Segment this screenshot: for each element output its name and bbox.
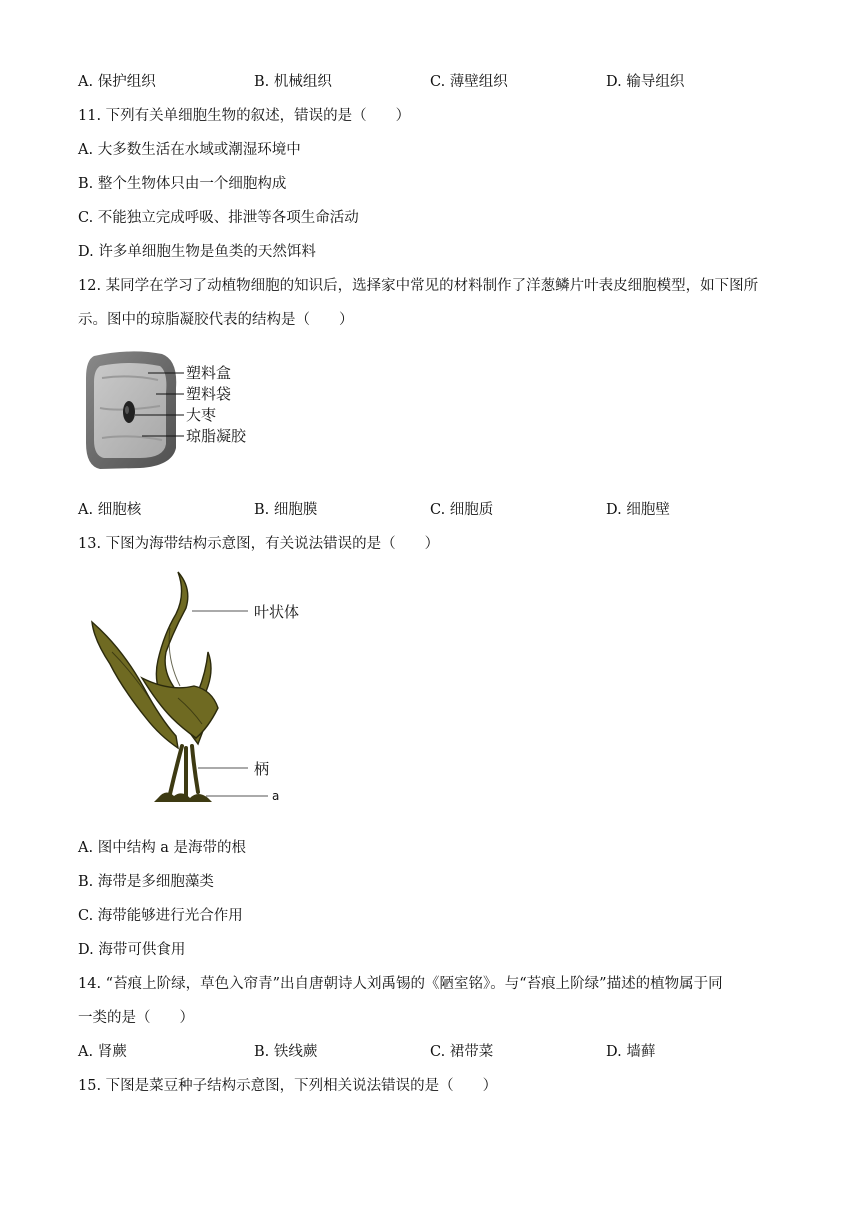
q10-options bbox=[78, 72, 798, 92]
q10-option-c: C. 薄壁组织 bbox=[430, 74, 508, 90]
q12-option-b: B. 细胞膜 bbox=[254, 502, 318, 518]
q12-stem-line2: 示。图中的琼脂凝胶代表的结构是（ ） bbox=[78, 312, 354, 328]
kelp-holdfast bbox=[154, 792, 212, 802]
q14-option-a: A. 肾蕨 bbox=[78, 1044, 127, 1060]
kelp-structure-figure bbox=[82, 568, 312, 816]
q13-stem: 13. 下图为海带结构示意图，有关说法错误的是（ ） bbox=[78, 536, 440, 552]
onion-cell-model-figure bbox=[80, 348, 270, 473]
q14-option-c: C. 裙带菜 bbox=[430, 1044, 494, 1060]
label-stipe: 柄 bbox=[254, 760, 270, 778]
q14-stem-line1: 14. “苔痕上阶绿，草色入帘青”出自唐朝诗人刘禹锡的《陋室铭》。与“苔痕上阶绿”描述的植物属于同 bbox=[78, 976, 723, 992]
q15-stem: 15. 下图是菜豆种子结构示意图，下列相关说法错误的是（ ） bbox=[78, 1078, 498, 1094]
q11-option-a: A. 大多数生活在水域或潮湿环境中 bbox=[78, 142, 301, 158]
q13-option-b: B. 海带是多细胞藻类 bbox=[78, 874, 214, 890]
label-jujube: 大枣 bbox=[186, 406, 217, 424]
q14-options bbox=[78, 1042, 798, 1062]
kelp-stipe bbox=[170, 746, 182, 794]
q14-option-d: D. 墙藓 bbox=[606, 1044, 656, 1060]
q12-option-d: D. 细胞壁 bbox=[606, 502, 670, 518]
q10-option-d: D. 输导组织 bbox=[606, 74, 685, 90]
q13-option-a: A. 图中结构 a 是海带的根 bbox=[78, 840, 247, 856]
q14-option-b: B. 铁线蕨 bbox=[254, 1044, 318, 1060]
q11-option-b: B. 整个生物体只由一个细胞构成 bbox=[78, 176, 287, 192]
jujube-shape bbox=[123, 401, 135, 423]
q10-option-b: B. 机械组织 bbox=[254, 74, 332, 90]
label-plastic-box: 塑料盒 bbox=[186, 364, 232, 382]
label-agar-gel: 琼脂凝胶 bbox=[186, 427, 247, 445]
q13-option-d: D. 海带可供食用 bbox=[78, 942, 186, 958]
q11-stem: 11. 下列有关单细胞生物的叙述，错误的是（ ） bbox=[78, 108, 411, 124]
q10-option-a: A. 保护组织 bbox=[78, 74, 156, 90]
q12-option-c: C. 细胞质 bbox=[430, 502, 494, 518]
q11-option-d: D. 许多单细胞生物是鱼类的天然饵料 bbox=[78, 244, 316, 260]
q13-option-c: C. 海带能够进行光合作用 bbox=[78, 908, 243, 924]
q12-options bbox=[78, 500, 798, 520]
q11-option-c: C. 不能独立完成呼吸、排泄等各项生命活动 bbox=[78, 210, 359, 226]
label-blade: 叶状体 bbox=[254, 603, 300, 621]
label-plastic-bag: 塑料袋 bbox=[186, 385, 232, 403]
q12-option-a: A. 细胞核 bbox=[78, 502, 142, 518]
label-a: a bbox=[272, 789, 280, 803]
q14-stem-line2: 一类的是（ ） bbox=[78, 1010, 194, 1026]
q12-stem-line1: 12. 某同学在学习了动植物细胞的知识后，选择家中常见的材料制作了洋葱鳞片叶表皮细胞模型，如下图所 bbox=[78, 278, 759, 294]
